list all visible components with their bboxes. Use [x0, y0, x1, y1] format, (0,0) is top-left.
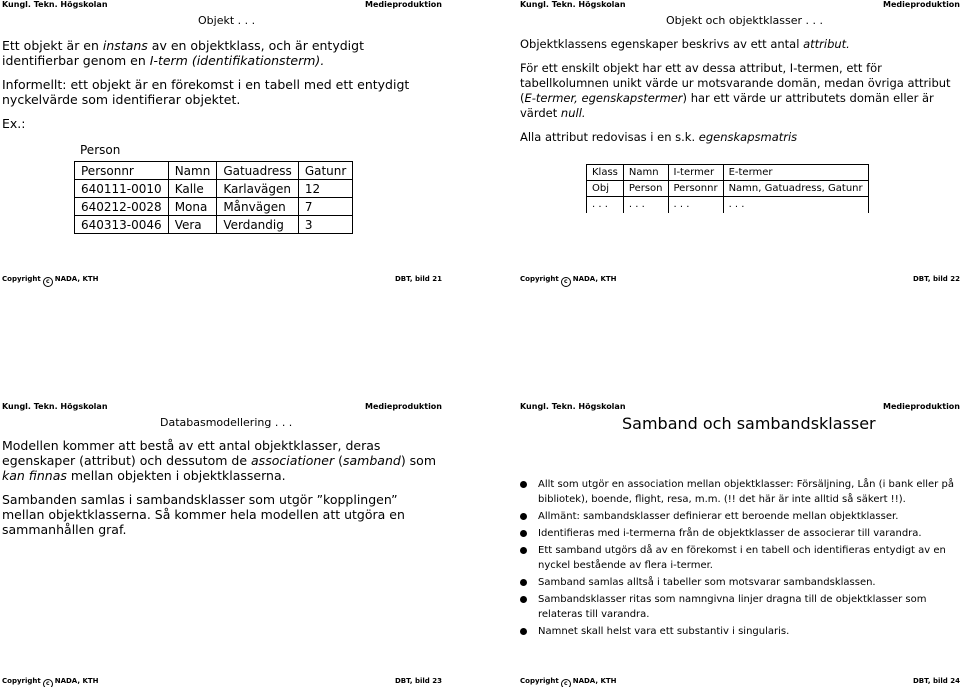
list-item-text: Allmänt: sambandsklasser definierar ett beroende mellan objektklasser.: [538, 511, 899, 522]
text-run: Modellen kommer att bestå av ett antal objektklasser, deras egenskaper (attribut) och dessutom de: [2, 438, 381, 468]
copyright-text: Copyright: [520, 275, 559, 283]
table-row: [75, 216, 353, 234]
footer-copyright: [520, 275, 617, 287]
footer-slide-number: DBT, bild 21: [394, 275, 442, 283]
copyright-text: Copyright: [2, 677, 41, 685]
list-item-text: Allt som utgör en association mellan objektklasser: Försäljning, Lån (i bank eller på bibliotek), boende, flight, resa, m.m. (!! det här är inte alltid så säkert !!).: [538, 479, 954, 505]
text-run-italic: instans: [102, 38, 148, 53]
slide-21: [2, 0, 450, 285]
header-course: Medieproduktion: [365, 0, 442, 9]
footer-slide-number: DBT, bild 22: [912, 275, 960, 283]
table-cell: Kalle: [168, 180, 217, 198]
list-item-text: Ett samband utgörs då av en förekomst i en tabell och identifieras entydigt av en nyckel bestående av flera i-termer.: [538, 545, 946, 571]
table-row: [75, 180, 353, 198]
bullet-icon: [520, 481, 527, 488]
paragraph: Informellt: ett objekt är en förekomst i en tabell med ett entydigt nyckelvärde som identifierar objektet.: [2, 77, 410, 107]
list-item: [520, 509, 960, 524]
slide-24: [520, 402, 960, 687]
table-cell: Person: [623, 181, 668, 197]
footer-org: NADA, KTH: [572, 275, 617, 283]
text-run: För ett enskilt objekt har ett av dessa attribut, I-termen, ett för tabellkolumnen unikt värde ur motsvarande domän, medan övriga attribut (: [520, 61, 951, 105]
column-header: Personnr: [75, 162, 169, 180]
list-item-text: Namnet skall helst vara ett substantiv i singularis.: [538, 626, 790, 637]
header-course: Medieproduktion: [883, 402, 960, 411]
column-header: I-termer: [668, 165, 723, 181]
bullet-icon: [520, 579, 527, 586]
text-run: (: [334, 453, 343, 468]
footer-copyright: [2, 275, 99, 287]
slide-23: [2, 402, 450, 687]
text-run: ) som: [400, 453, 436, 468]
header-course: Medieproduktion: [365, 402, 442, 411]
table-cell: 7: [298, 198, 353, 216]
footer-org: NADA, KTH: [572, 677, 617, 685]
list-item-text: Samband samlas alltså i tabeller som motsvarar sambandsklassen.: [538, 577, 876, 588]
copyright-text: Copyright: [520, 677, 559, 685]
table-cell: . . .: [623, 197, 668, 213]
person-table: [74, 161, 353, 234]
bullet-icon: [520, 596, 527, 603]
copyright-icon: c: [43, 277, 53, 287]
copyright-icon: c: [561, 679, 571, 687]
table-cell: 3: [298, 216, 353, 234]
property-matrix-table: [586, 164, 869, 213]
column-header: Klass: [587, 165, 624, 181]
paragraph: [520, 130, 960, 145]
list-item-text: Sambandsklasser ritas som namngivna linjer dragna till de objektklasser som relateras till varandra.: [538, 594, 927, 620]
table-row: [587, 197, 869, 213]
text-run-italic: E-termer, egenskapstermer: [524, 91, 683, 105]
list-item-text: Identifieras med i-termerna från de objektklasser de associerar till varandra.: [538, 528, 922, 539]
column-header: Namn: [623, 165, 668, 181]
paragraph: Sambanden samlas i sambandsklasser som utgör ”kopplingen” mellan objektklasserna. Så kommer hela modellen att utgöra en sammanhållen graf.: [2, 492, 405, 537]
list-item: [520, 575, 960, 590]
table-cell: . . .: [723, 197, 868, 213]
text-run: Objektklassens egenskaper beskrivs av ett antal: [520, 37, 804, 51]
footer-slide-number: DBT, bild 23: [394, 677, 442, 685]
example-label: Ex.:: [2, 116, 26, 131]
table-cell: Vera: [168, 216, 217, 234]
header-institution: Kungl. Tekn. Högskolan: [2, 0, 108, 9]
text-run-italic: null.: [560, 106, 586, 120]
text-run-italic: egenskapsmatris: [698, 130, 798, 144]
slide-title: Samband och sambandsklasser: [622, 414, 876, 433]
column-header: Gatunr: [298, 162, 353, 180]
table-row: [587, 181, 869, 197]
copyright-text: Copyright: [2, 275, 41, 283]
bullet-icon: [520, 547, 527, 554]
table-cell: Verdandig: [217, 216, 299, 234]
text-run-italic: I-term (identifikationsterm).: [149, 53, 325, 68]
text-run: av en objektklass, och är entydigt identifierbar genom en: [2, 38, 364, 68]
footer-slide-number: DBT, bild 24: [912, 677, 960, 685]
copyright-icon: c: [561, 277, 571, 287]
table-cell: Karlavägen: [217, 180, 299, 198]
bullet-icon: [520, 513, 527, 520]
table-header-row: [587, 165, 869, 181]
table-cell: Namn, Gatuadress, Gatunr: [723, 181, 868, 197]
table-cell: Månvägen: [217, 198, 299, 216]
list-item: [520, 543, 960, 573]
table-cell: Personnr: [668, 181, 723, 197]
slide-body: [2, 438, 442, 546]
list-item: [520, 477, 960, 507]
text-run: Ett objekt är en: [2, 38, 103, 53]
footer-org: NADA, KTH: [54, 677, 99, 685]
list-item: [520, 526, 960, 541]
table-row: [75, 198, 353, 216]
table-header-row: [75, 162, 353, 180]
table-cell: . . .: [587, 197, 624, 213]
table-cell: . . .: [668, 197, 723, 213]
table-cell: Mona: [168, 198, 217, 216]
slide-title: Objekt och objektklasser . . .: [666, 14, 824, 27]
paragraph: [520, 61, 960, 121]
text-run: mellan objekten i objektklasserna.: [66, 468, 286, 483]
bullet-icon: [520, 628, 527, 635]
copyright-icon: c: [43, 679, 53, 687]
column-header: E-termer: [723, 165, 868, 181]
paragraph: [520, 37, 960, 52]
table-cell: 640313-0046: [75, 216, 169, 234]
slide-22: [520, 0, 960, 285]
header-institution: Kungl. Tekn. Högskolan: [2, 402, 108, 411]
bullet-list: [520, 477, 960, 641]
list-item: [520, 624, 960, 639]
header-institution: Kungl. Tekn. Högskolan: [520, 0, 626, 9]
column-header: Gatuadress: [217, 162, 299, 180]
paragraph: [2, 438, 442, 483]
footer-copyright: [520, 677, 617, 687]
slide-title: Databasmodellering . . .: [160, 416, 293, 429]
text-run-italic: kan finnas: [2, 468, 67, 483]
slide-body: [520, 37, 960, 154]
header-course: Medieproduktion: [883, 0, 960, 9]
table-cell: Obj: [587, 181, 624, 197]
text-run-italic: samband: [343, 453, 401, 468]
text-run: ) har ett värde ur attributets domän eller är värdet: [520, 91, 934, 120]
text-run: Alla attribut redovisas i en s.k.: [520, 130, 699, 144]
footer-org: NADA, KTH: [54, 275, 99, 283]
slide-body: [2, 38, 442, 140]
list-item: [520, 592, 960, 622]
column-header: Namn: [168, 162, 217, 180]
header-institution: Kungl. Tekn. Högskolan: [520, 402, 626, 411]
slide-title: Objekt . . .: [198, 14, 256, 27]
text-run-italic: attribut.: [803, 37, 850, 51]
table-cell: 12: [298, 180, 353, 198]
footer-copyright: [2, 677, 99, 687]
paragraph: [2, 38, 442, 68]
bullet-icon: [520, 530, 527, 537]
table-cell: 640111-0010: [75, 180, 169, 198]
text-run-italic: associationer: [251, 453, 335, 468]
table-cell: 640212-0028: [75, 198, 169, 216]
table-caption: Person: [80, 143, 121, 157]
